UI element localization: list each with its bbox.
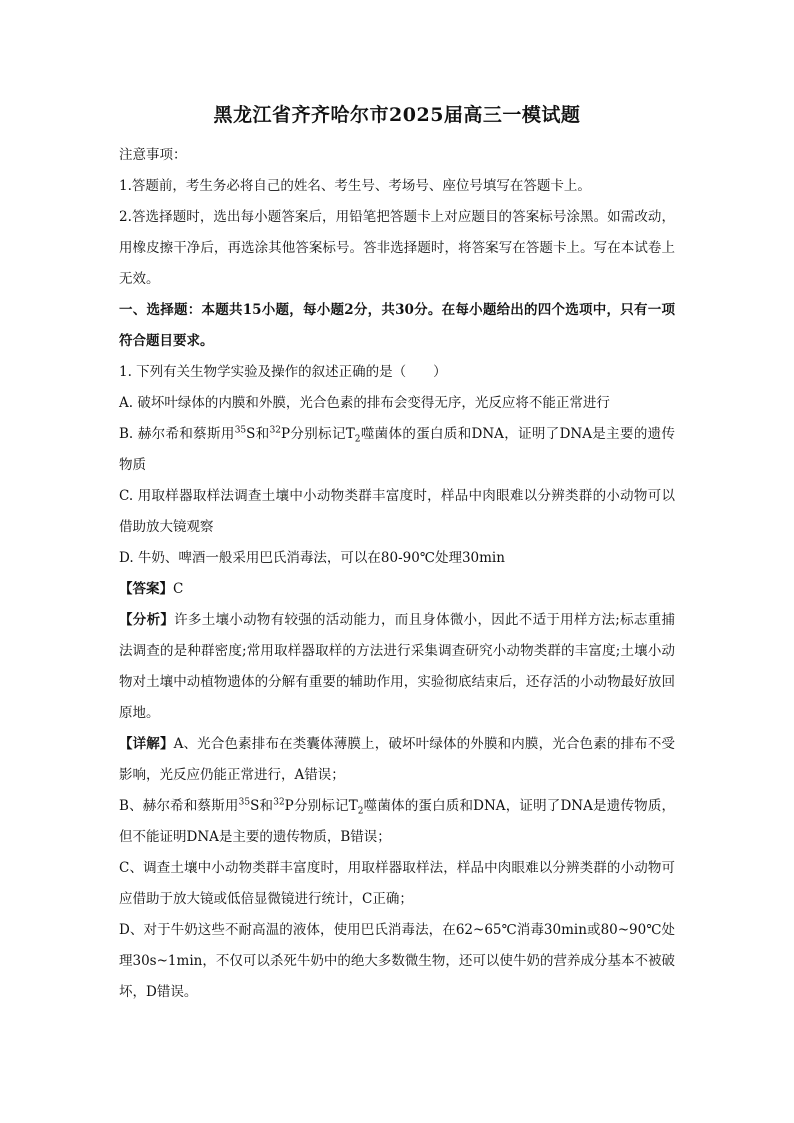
- question-stem: 1. 下列有关生物学实验及操作的叙述正确的是（ ）: [119, 364, 447, 380]
- detail-b-isotope-p: 32: [273, 797, 285, 808]
- option-b-text-3: P分别标记T: [281, 426, 355, 442]
- detail-b: [119, 791, 675, 853]
- detail-a: [119, 729, 675, 791]
- detail-c: C、调查土壤中小动物类群丰富度时，用取样器取样法，样品中肉眼难以分辨类群的小动物可应借助于放大镜或低倍显微镜进行统计，C正确；: [119, 860, 675, 907]
- option-b-subscript: 2: [354, 434, 361, 445]
- detail-b-text-1: B、赫尔希和蔡斯用: [119, 798, 239, 814]
- detail-b-text-2: S和: [250, 798, 274, 814]
- option-d: D. 牛奶、啤酒一般采用巴氏消毒法，可以在80-90℃处理30min: [119, 550, 505, 566]
- answer-tag: 【答案】: [119, 581, 173, 597]
- option-b-text-2: S和: [246, 426, 270, 442]
- option-a: A. 破坏叶绿体的内膜和外膜，光合色素的排布会变得无序，光反应将不能正常进行: [119, 395, 610, 411]
- detail-d: D、对于牛奶这些不耐高温的液体，使用巴氏消毒法，在62~65℃消毒30min或80~90℃处理30s~1min，不仅可以杀死牛奶中的绝大多数微生物，还可以使牛奶的营养成分基本不被破坏，D错误。: [119, 922, 675, 1000]
- answer-line: [119, 574, 675, 605]
- detail-b-isotope-s: 35: [238, 797, 251, 808]
- option-b-isotope-s: 35: [234, 425, 247, 436]
- detail-tag: 【详解】: [119, 736, 174, 752]
- answer-value: C: [173, 581, 184, 597]
- page-title: 黑龙江省齐齐哈尔市2025届高三一模试题: [213, 104, 581, 126]
- section-heading: 一、选择题：本题共15小题，每小题2分，共30分。在每小题给出的四个选项中，只有一项符合题目要求。: [119, 302, 675, 349]
- option-b-text-1: B. 赫尔希和蔡斯用: [119, 426, 235, 442]
- notice-item-1: 1.答题前，考生务必将自己的姓名、考生号、考场号、座位号填写在答题卡上。: [119, 178, 591, 194]
- detail-a-text: A、光合色素排布在类囊体薄膜上，破坏叶绿体的外膜和内膜，光合色素的排布不受影响，光反应仍能正常进行，A错误；: [119, 736, 675, 783]
- detail-b-text-3: P分别标记T: [284, 798, 358, 814]
- option-b: [119, 419, 675, 481]
- page-content: [119, 100, 675, 1008]
- notice-item-2: 2.答选择题时，选出每小题答案后，用铅笔把答题卡上对应题目的答案标号涂黑。如需改动，用橡皮擦干净后，再选涂其他答案标号。答非选择题时，将答案写在答题卡上。写在本试卷上无效。: [119, 209, 675, 287]
- option-b-text-4: 噬菌体的蛋白质和DNA，证明了DNA是主要的遗传物质: [119, 426, 675, 473]
- notice-heading: 注意事项：: [119, 147, 187, 163]
- analysis-text: 许多土壤小动物有较强的活动能力，而且身体微小，因此不适于用样方法;标志重捕法调查的是种群密度;常用取样器取样的方法进行采集调查研究小动物类群的丰富度;土壤小动物对土壤中动植物遗体的分解有重要的辅助作用，实验彻底结束后，还存活的小动物最好放回原地。: [119, 612, 675, 721]
- option-b-isotope-p: 32: [269, 425, 282, 436]
- detail-b-text-4: 噬菌体的蛋白质和DNA，证明了DNA是遗传物质，但不能证明DNA是主要的遗传物质，B错误；: [119, 798, 676, 845]
- analysis-paragraph: [119, 605, 675, 729]
- analysis-tag: 【分析】: [119, 612, 175, 628]
- detail-b-subscript: 2: [357, 806, 364, 817]
- option-c: C. 用取样器取样法调查土壤中小动物类群丰富度时，样品中肉眼难以分辨类群的小动物可以借助放大镜观察: [119, 488, 675, 535]
